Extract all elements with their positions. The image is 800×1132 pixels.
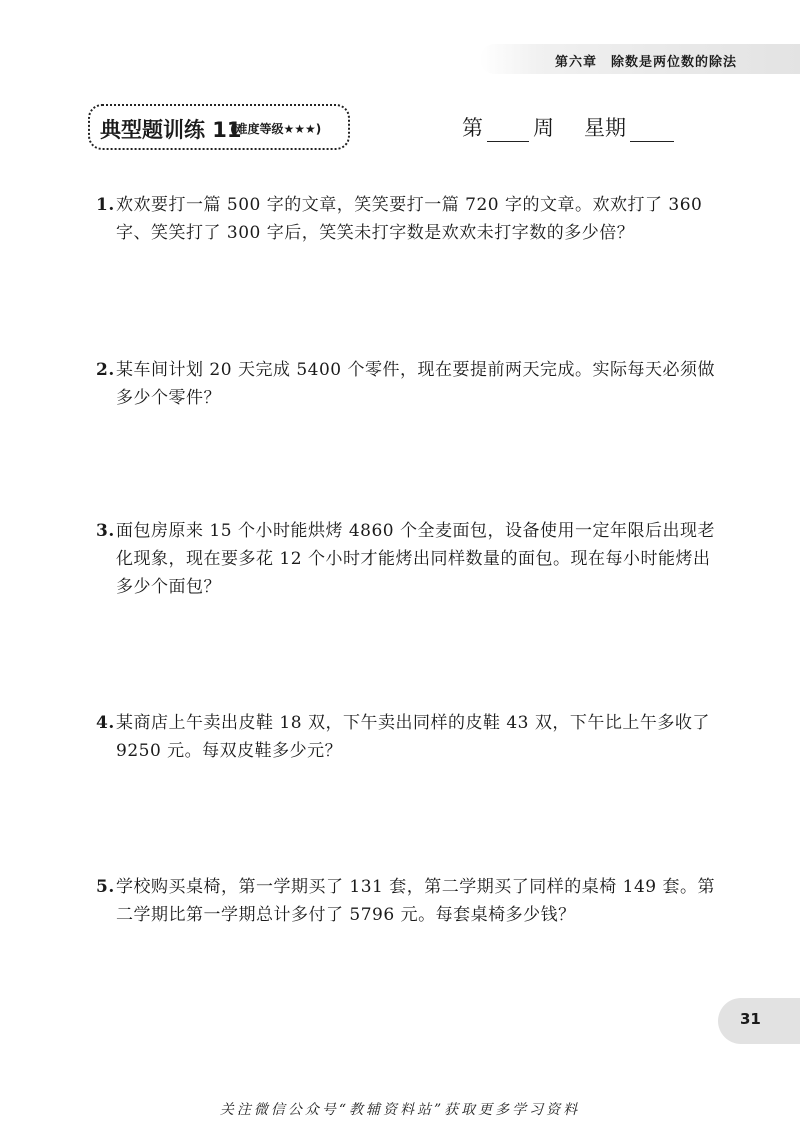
week-day-line <box>462 112 674 142</box>
page-number: 31 <box>740 1010 761 1028</box>
problem-text: 学校购买桌椅，第一学期买了 131 套，第二学期买了同样的桌椅 149 套。第二学期比第一学期总计多付了 5796 元。每套桌椅多少钱？ <box>116 877 716 925</box>
weekday-blank[interactable] <box>630 119 674 142</box>
week-blank[interactable] <box>487 119 529 142</box>
problem-number: 3. <box>96 521 115 541</box>
section-title: 典型题训练 11 <box>100 118 242 142</box>
difficulty-label: (难度等级★★★) <box>230 122 322 136</box>
problem-4 <box>96 709 716 765</box>
chapter-header <box>555 51 737 70</box>
problem-1 <box>96 191 716 247</box>
problem-5 <box>96 873 716 929</box>
weekday-label: 星期 <box>584 116 626 140</box>
problem-text: 某车间计划 20 天完成 5400 个零件，现在要提前两天完成。实际每天必须做多少个零件？ <box>116 360 716 408</box>
week-prefix: 第 <box>462 116 483 140</box>
week-suffix: 周 <box>533 116 554 140</box>
problem-number: 2. <box>96 360 115 380</box>
section-title-box <box>88 104 350 150</box>
problem-number: 4. <box>96 713 115 733</box>
chapter-title: 除数是两位数的除法 <box>611 55 738 70</box>
chapter-number: 第六章 <box>555 55 598 70</box>
problem-2 <box>96 356 716 412</box>
problem-text: 某商店上午卖出皮鞋 18 双，下午卖出同样的皮鞋 43 双，下午比上午多收了 9250 元。每双皮鞋多少元？ <box>116 713 710 761</box>
problem-text: 面包房原来 15 个小时能烘烤 4860 个全麦面包，设备使用一定年限后出现老化现象，现在要多花 12 个小时才能烤出同样数量的面包。现在每小时能烤出多少个面包？ <box>116 521 716 597</box>
problem-number: 5. <box>96 877 115 897</box>
footer-note: 关注微信公众号“教辅资料站”获取更多学习资料 <box>219 1102 581 1118</box>
problem-number: 1. <box>96 195 115 215</box>
problem-3 <box>96 517 716 601</box>
problem-text: 欢欢要打一篇 500 字的文章，笑笑要打一篇 720 字的文章。欢欢打了 360 字、笑笑打了 300 字后，笑笑未打字数是欢欢未打字数的多少倍？ <box>116 195 703 243</box>
